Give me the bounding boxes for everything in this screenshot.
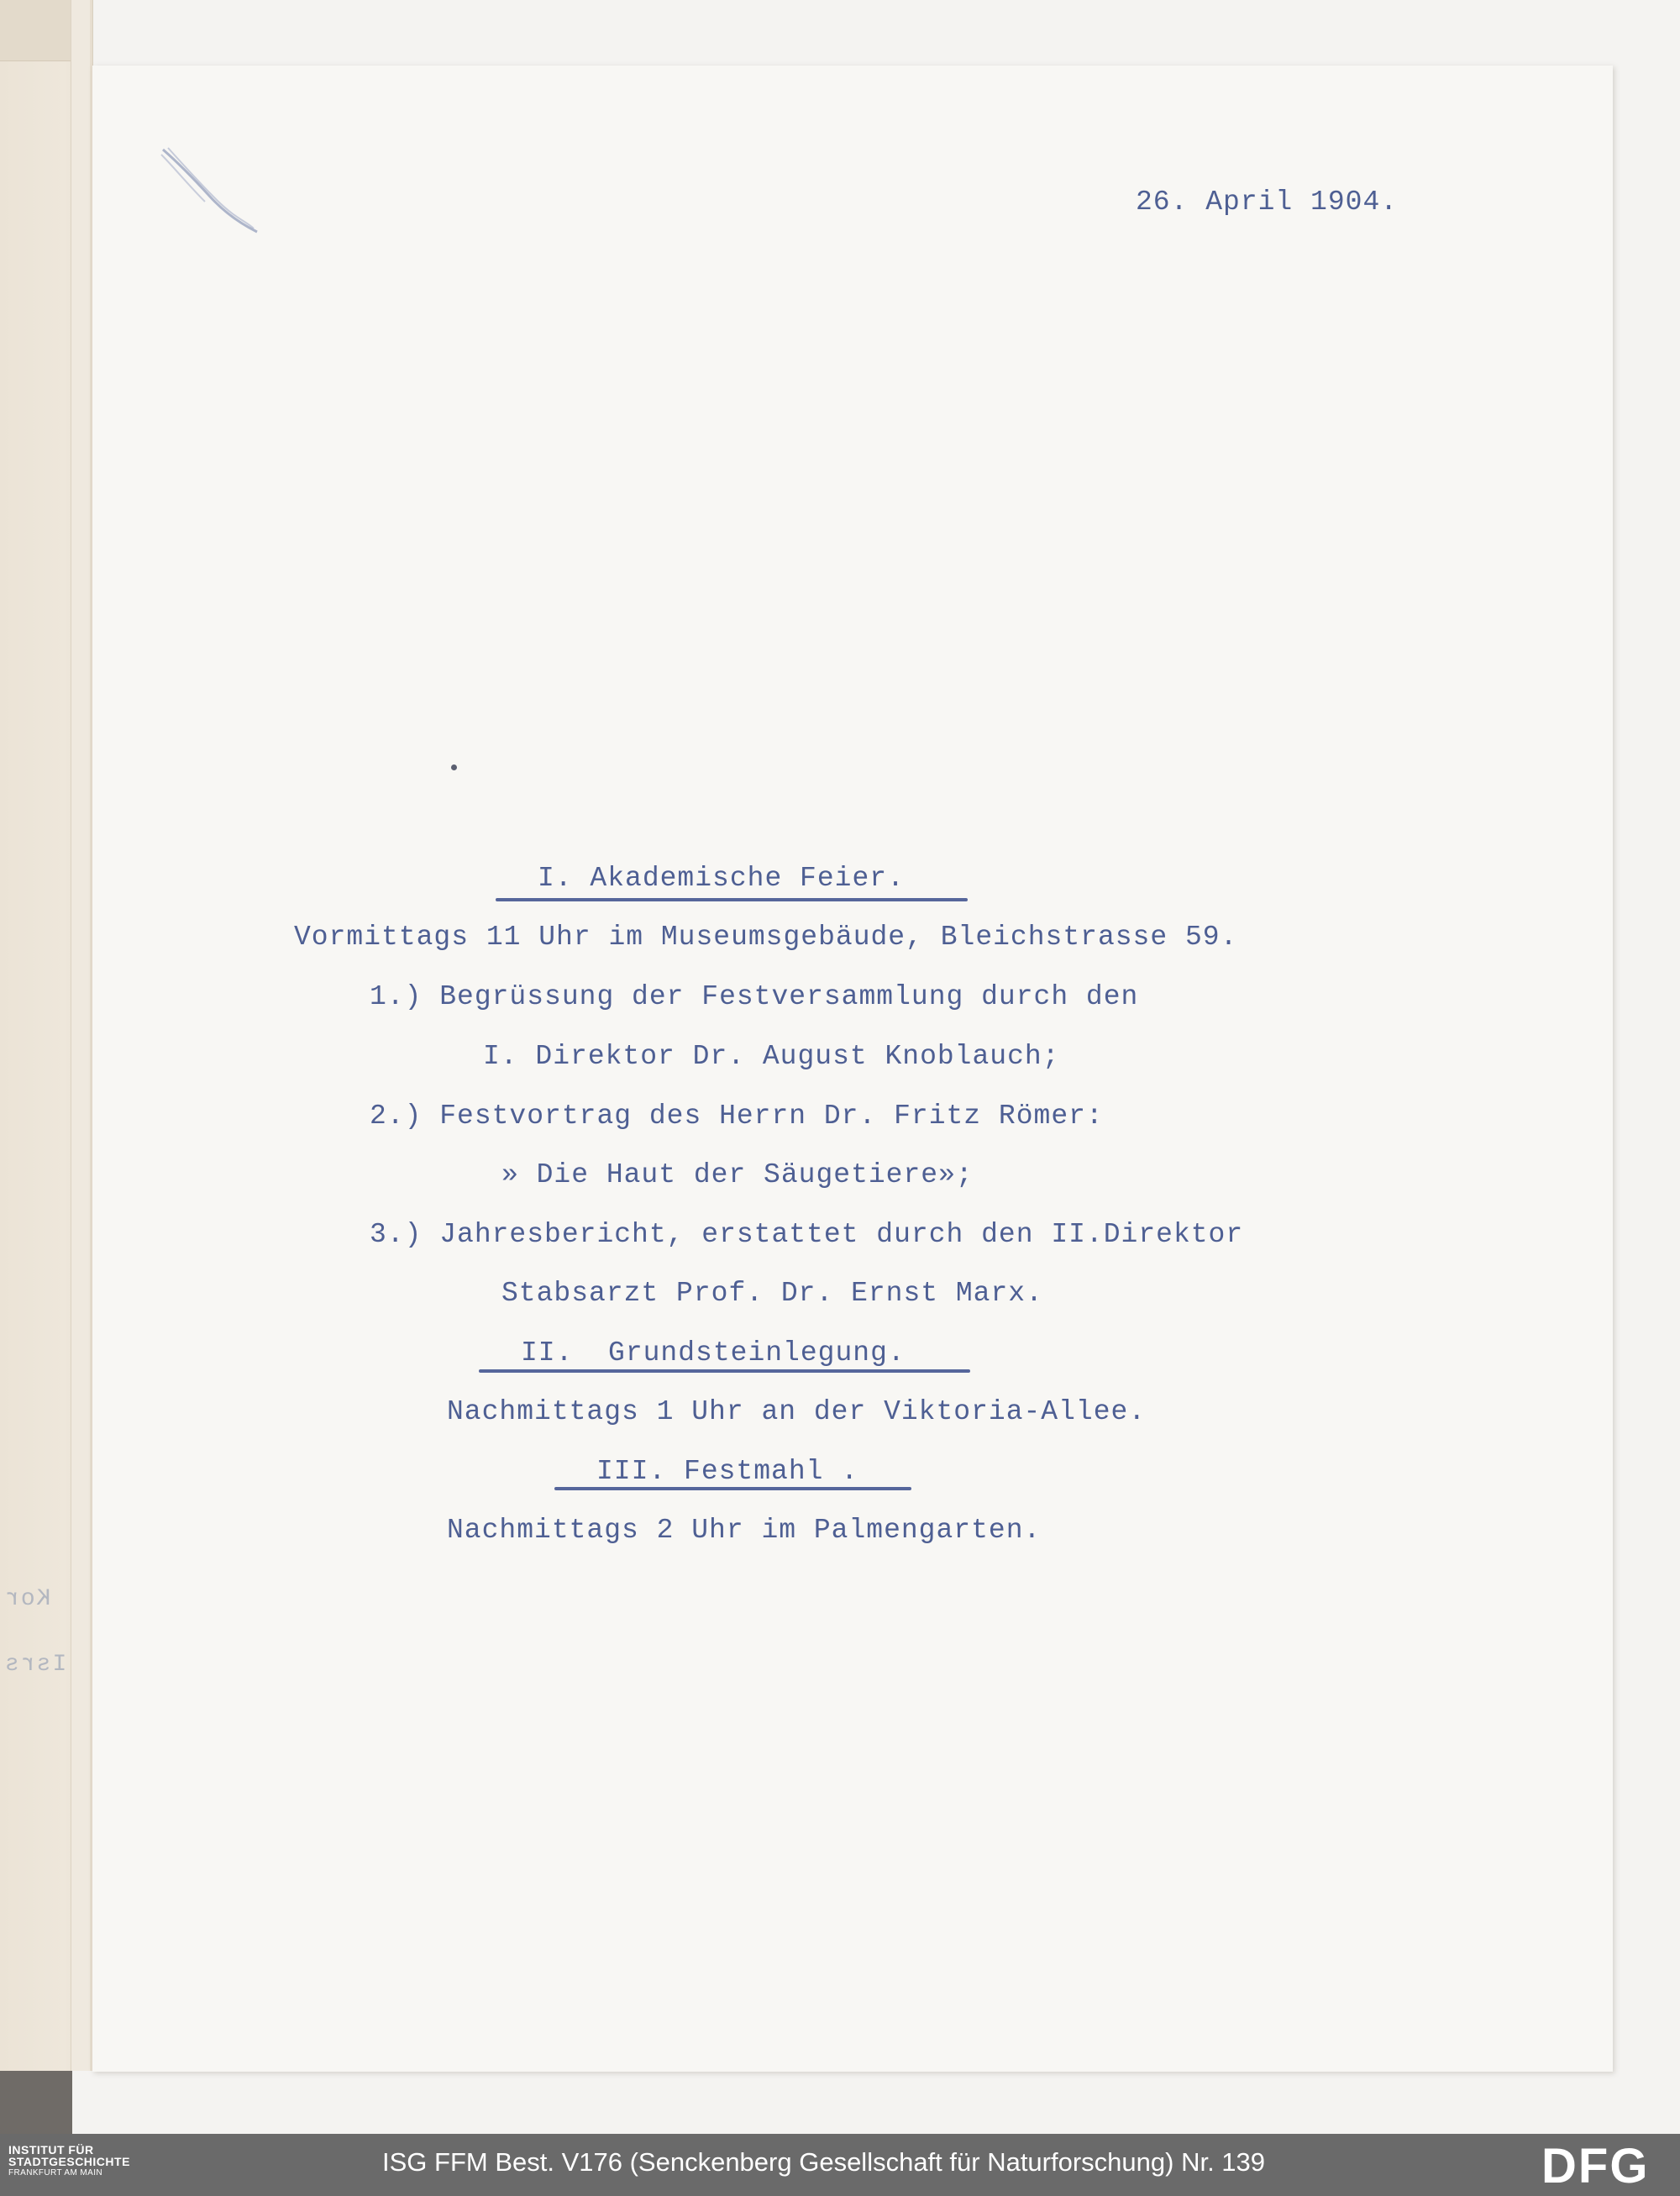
institute-logo-line: STADTGESCHICHTE	[8, 2155, 130, 2168]
underlying-page-ghost-text: Kor	[3, 1586, 51, 1612]
agenda-item: 3.) Jahresbericht, erstattet durch den II.Direktor	[370, 1219, 1244, 1250]
agenda-item-detail: Stabsarzt Prof. Dr. Ernst Marx.	[501, 1278, 1043, 1309]
institute-logo	[8, 2144, 130, 2178]
archive-footer	[0, 2134, 1680, 2196]
document-date: 26. April 1904.	[1136, 187, 1399, 218]
section-line: Vormittags 11 Uhr im Museumsgebäude, Bleichstrasse 59.	[294, 922, 1238, 953]
agenda-item: 2.) Festvortrag des Herrn Dr. Fritz Römer:	[370, 1101, 1104, 1132]
institute-logo-line: FRANKFURT AM MAIN	[8, 2168, 102, 2178]
heading-underline	[496, 898, 968, 901]
agenda-item-detail: I. Direktor Dr. August Knoblauch;	[483, 1041, 1060, 1072]
underlying-page-ghost-text: Isrs	[3, 1652, 67, 1678]
section-line: Nachmittags 1 Uhr an der Viktoria-Allee.	[447, 1396, 1147, 1427]
binding-shadow	[0, 2071, 72, 2134]
section-heading: I. Akademische Feier.	[538, 863, 905, 894]
ink-dot	[451, 764, 457, 770]
archive-signature: ISG FFM Best. V176 (Senckenberg Gesellschaft für Naturforschung) Nr. 139	[382, 2147, 1266, 2177]
underlying-page-edge	[71, 0, 90, 2071]
section-heading: II. Grundsteinlegung.	[521, 1337, 906, 1369]
heading-underline	[554, 1487, 911, 1490]
section-line: Nachmittags 2 Uhr im Palmengarten.	[447, 1515, 1042, 1546]
section-heading: III. Festmahl .	[596, 1456, 859, 1487]
pencil-mark-icon	[160, 144, 260, 237]
agenda-item: 1.) Begrüssung der Festversammlung durch den	[370, 981, 1139, 1012]
heading-underline	[479, 1369, 970, 1373]
agenda-item-detail: » Die Haut der Säugetiere»;	[501, 1159, 974, 1190]
dfg-logo: DFG	[1541, 2139, 1650, 2193]
underlying-page-top-strip	[0, 0, 71, 61]
institute-logo-line: INSTITUT FÜR	[8, 2143, 94, 2157]
